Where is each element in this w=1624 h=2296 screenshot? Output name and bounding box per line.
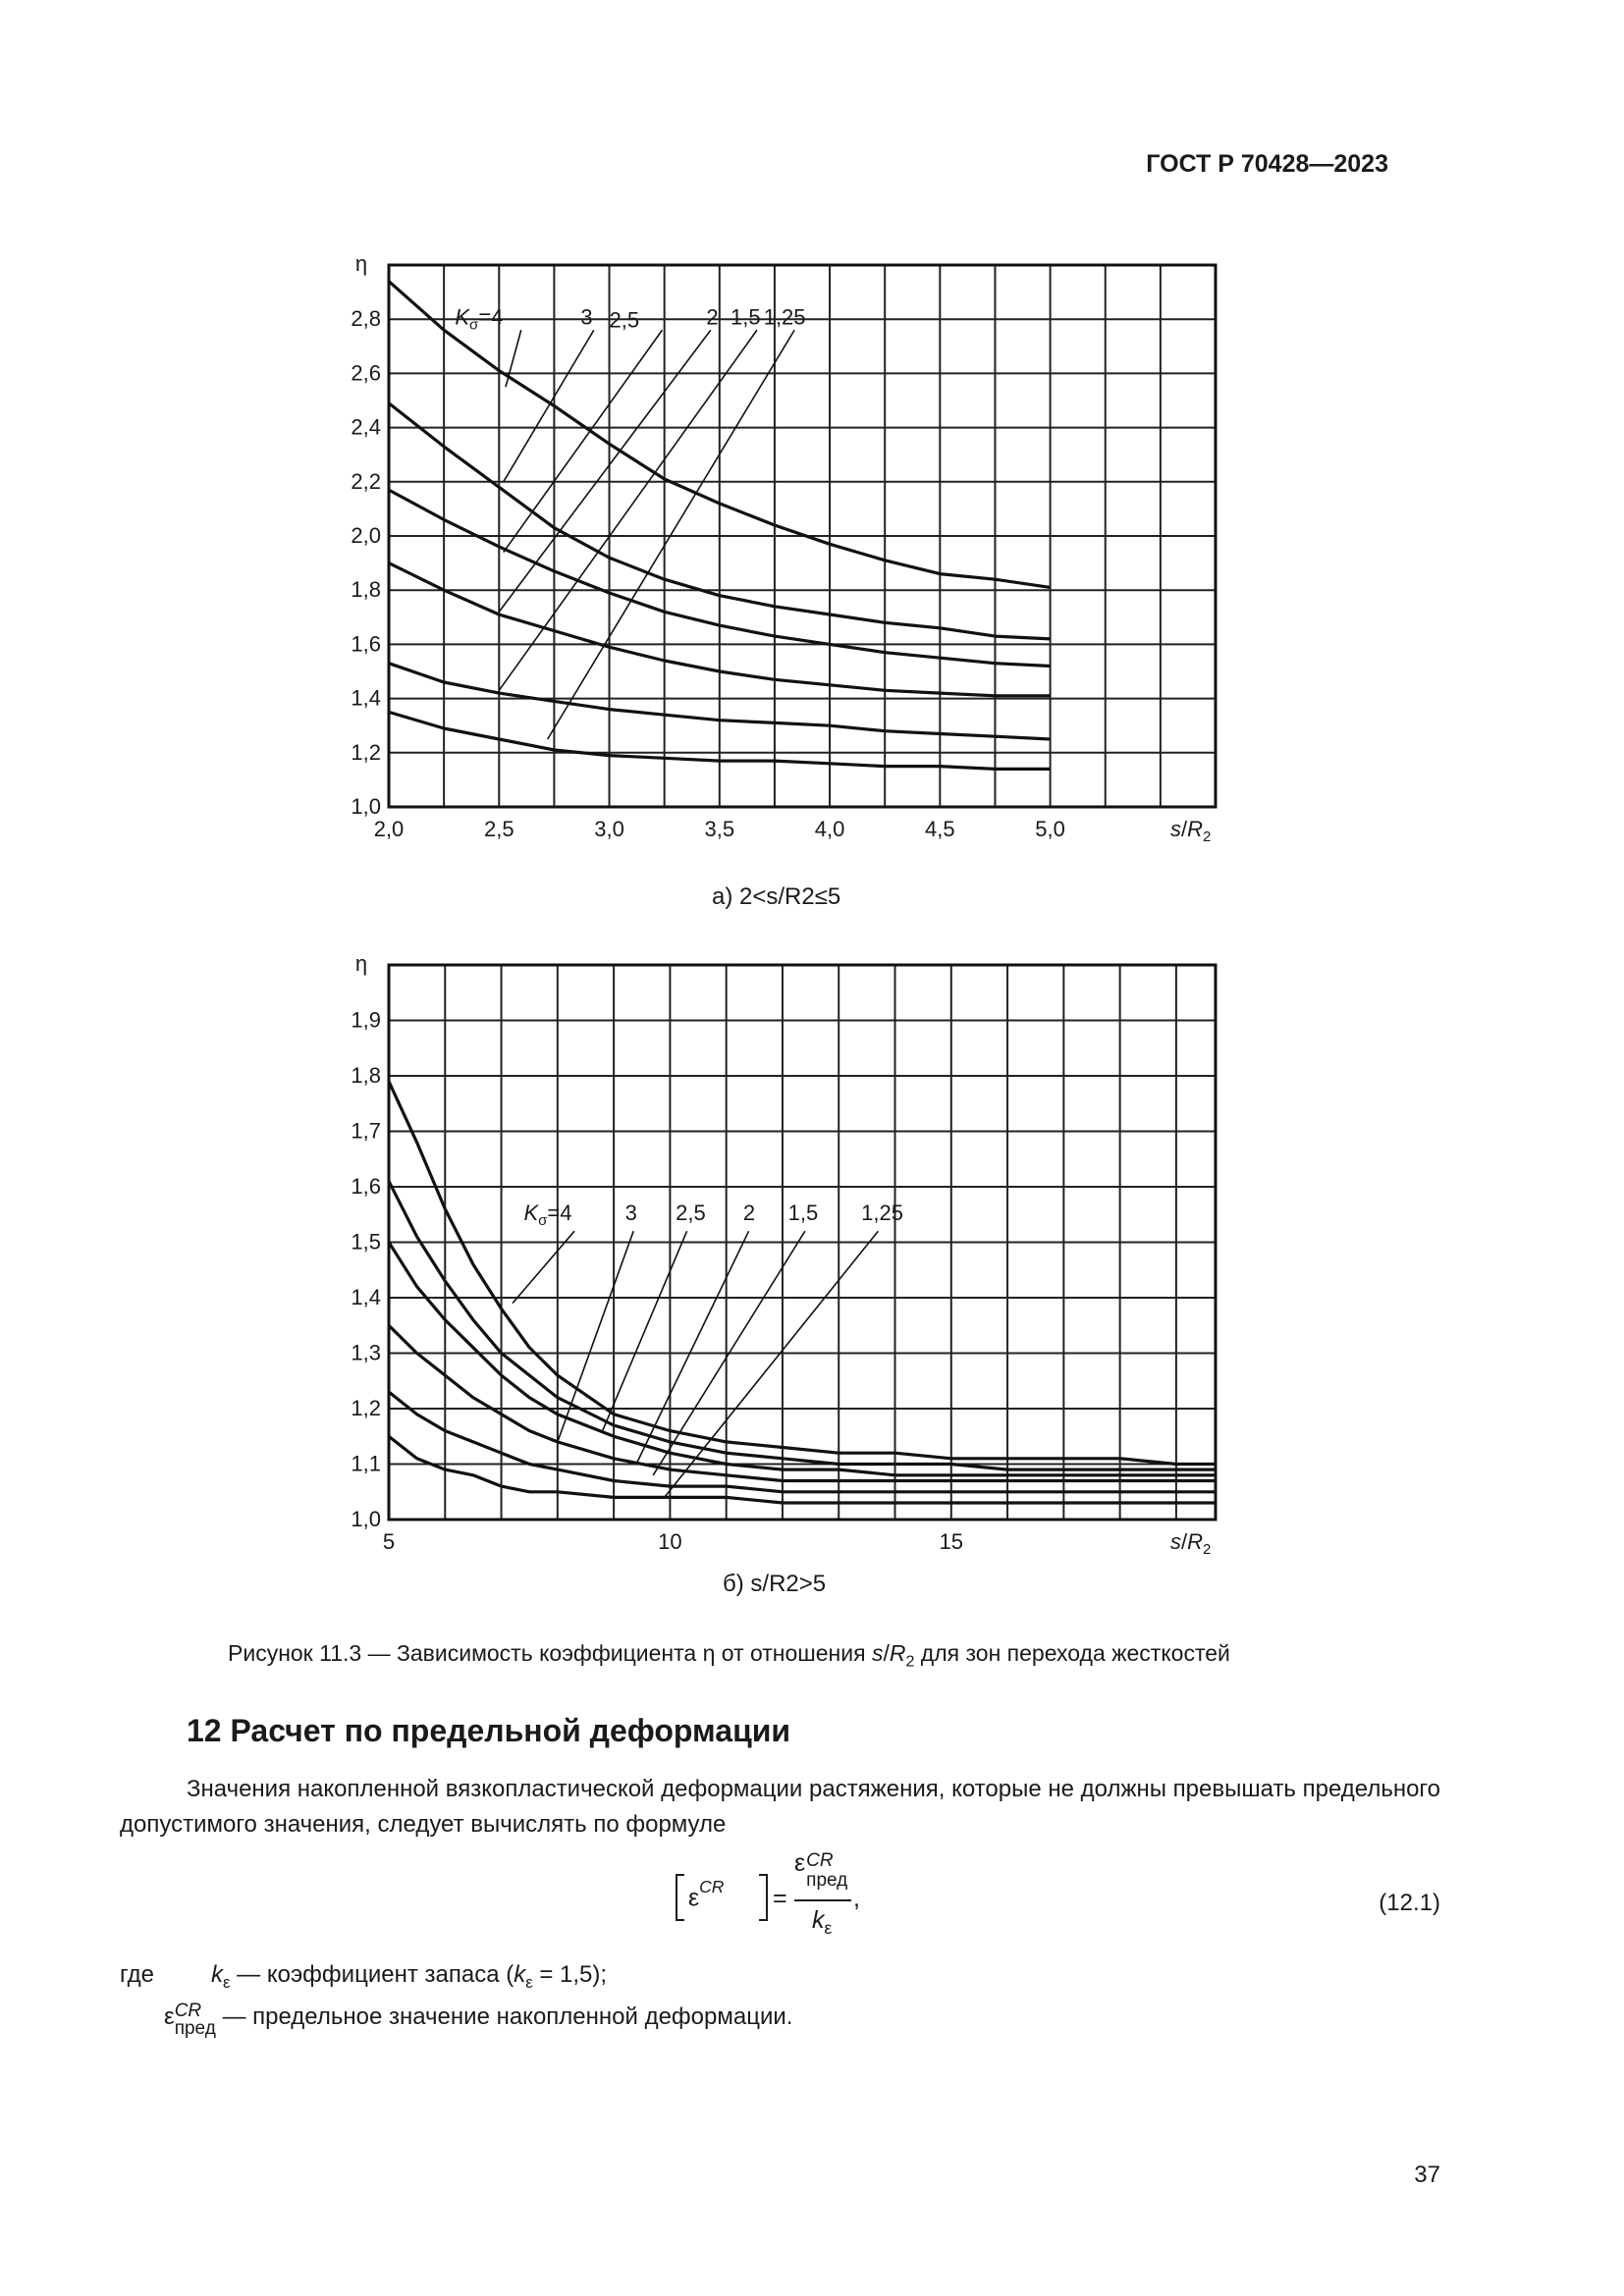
leader-b-2 bbox=[603, 1231, 687, 1430]
xtick-a-1: 2,5 bbox=[483, 817, 514, 841]
body-paragraph: Значения накопленной вязкопластической деформации растяжения, которые не должны превышать предельного допустимого значения, следует вычислять по формуле bbox=[120, 1776, 1441, 1838]
page-number: 37 bbox=[1414, 2162, 1440, 2188]
leader-b-1 bbox=[558, 1231, 633, 1442]
figure-caption-var-s: s bbox=[871, 1640, 884, 1666]
formula-den-sub: ε bbox=[824, 1918, 833, 1938]
ytick-b-5: 1,5 bbox=[351, 1229, 381, 1255]
formula-left-bracket bbox=[677, 1875, 684, 1920]
ytick-a-4: 1,8 bbox=[351, 577, 381, 603]
xtick-b-2: 15 bbox=[939, 1529, 964, 1554]
equation-number: (12.1) bbox=[1379, 1890, 1440, 1916]
where-eps-sup: CR bbox=[174, 2001, 202, 2021]
leader-a-1 bbox=[504, 330, 594, 482]
ytick-b-1: 1,1 bbox=[351, 1451, 381, 1476]
xtick-a-6: 5,0 bbox=[1035, 817, 1065, 841]
x-axis-label-b: $s/R_2$ bbox=[1170, 1529, 1212, 1558]
ytick-b-8: 1,8 bbox=[351, 1063, 381, 1088]
series-label-a-3: 2 bbox=[706, 304, 719, 330]
ytick-a-7: 2,4 bbox=[351, 414, 381, 440]
ytick-b-4: 1,4 bbox=[351, 1285, 381, 1309]
series-label-a-5: 1,25 bbox=[763, 304, 806, 330]
chart-b-group bbox=[351, 951, 1216, 1558]
leader-a-3 bbox=[499, 330, 711, 612]
series-label-b-4: 1,5 bbox=[787, 1200, 819, 1225]
section-title-text: Расчет по предельной деформации bbox=[230, 1713, 791, 1748]
where-k-line bbox=[211, 1961, 607, 1993]
series-label-a-1: 3 bbox=[580, 304, 593, 330]
series-label-b-0: $K_\sigma=4$ bbox=[523, 1200, 572, 1229]
formula-equals: = bbox=[773, 1885, 787, 1912]
series-label-a-0: $K_\sigma=4$ bbox=[455, 304, 504, 334]
section-number: 12 bbox=[187, 1713, 222, 1748]
ytick-b-6: 1,6 bbox=[351, 1174, 381, 1199]
figure-caption bbox=[228, 1640, 1230, 1672]
formula-den-symbol: k bbox=[812, 1906, 825, 1934]
chart-a-caption bbox=[712, 883, 840, 911]
leader-a-4 bbox=[499, 330, 757, 690]
formula-right-bracket bbox=[759, 1875, 767, 1920]
xtick-b-1: 10 bbox=[658, 1529, 682, 1554]
where-k-symbol: k bbox=[211, 1961, 223, 1988]
figure-caption-suffix: для зон перехода жесткостей bbox=[914, 1640, 1230, 1666]
series-label-b-1: 3 bbox=[624, 1200, 637, 1225]
x-axis-label-a: $s/R_2$ bbox=[1170, 817, 1212, 845]
formula-num-sub: пред bbox=[806, 1870, 848, 1891]
ytick-b-9: 1,9 bbox=[351, 1007, 381, 1033]
where-eps-sub: пред bbox=[174, 2018, 216, 2039]
series-b-4 bbox=[389, 1392, 1216, 1492]
ytick-b-3: 1,3 bbox=[351, 1340, 381, 1365]
where-eps-line bbox=[164, 2002, 792, 2038]
formula-lhs-sup: CR bbox=[699, 1877, 725, 1896]
where-k-sub-2: ε bbox=[525, 1972, 533, 1992]
chart-b-caption-text: б) s/R2>5 bbox=[723, 1571, 827, 1597]
where-eps-desc: — предельное значение накопленной деформации. bbox=[215, 2003, 793, 2030]
formula-denominator bbox=[812, 1906, 832, 1939]
figure-caption-slash: / bbox=[883, 1640, 890, 1666]
xtick-a-0: 2,0 bbox=[373, 817, 405, 841]
series-label-b-2: 2,5 bbox=[676, 1200, 706, 1225]
ytick-a-0: 1,0 bbox=[351, 794, 381, 819]
where-k-value: = 1,5); bbox=[532, 1961, 608, 1988]
ytick-a-5: 2,0 bbox=[351, 523, 381, 548]
standard-number: ГОСТ Р 70428—2023 bbox=[1146, 150, 1388, 178]
ytick-a-2: 1,4 bbox=[351, 685, 381, 711]
formula-lhs-symbol: ε bbox=[688, 1884, 700, 1912]
y-axis-label-b: η bbox=[354, 951, 368, 976]
series-b-2 bbox=[389, 1243, 1216, 1475]
where-eps-symbol: ε bbox=[164, 2003, 175, 2030]
formula-lhs bbox=[688, 1877, 725, 1912]
xtick-a-3: 3,5 bbox=[704, 817, 735, 841]
formula-num-sup: CR bbox=[806, 1850, 834, 1871]
ytick-a-1: 1,2 bbox=[351, 739, 381, 765]
chart-b-caption bbox=[723, 1571, 826, 1598]
figure-caption-sub: 2 bbox=[905, 1652, 915, 1671]
formula-comma: , bbox=[853, 1885, 860, 1912]
series-label-a-4: 1,5 bbox=[731, 304, 761, 330]
where-word: где bbox=[120, 1961, 155, 1988]
xtick-a-4: 4,0 bbox=[814, 817, 845, 841]
chart-a-group bbox=[351, 251, 1216, 845]
series-label-a-2: 2,5 bbox=[609, 307, 640, 333]
formula-num-symbol: ε bbox=[794, 1849, 806, 1877]
section-title bbox=[187, 1713, 790, 1749]
where-k-sub: ε bbox=[223, 1972, 231, 1992]
series-label-b-5: 1,25 bbox=[861, 1200, 903, 1225]
ytick-a-6: 2,2 bbox=[351, 468, 381, 494]
ytick-b-7: 1,7 bbox=[351, 1118, 381, 1144]
formula-numerator bbox=[794, 1851, 847, 1891]
figure-caption-var-r: R bbox=[889, 1640, 906, 1666]
y-axis-label-a: η bbox=[354, 251, 368, 276]
ytick-a-9: 2,8 bbox=[351, 306, 381, 332]
where-k-symbol-2: k bbox=[514, 1961, 526, 1988]
ytick-a-8: 2,6 bbox=[351, 360, 381, 386]
chart-a-caption-text: а) 2<s/R2≤5 bbox=[712, 883, 841, 910]
series-b-0 bbox=[389, 1082, 1216, 1465]
xtick-a-5: 4,5 bbox=[925, 817, 955, 841]
ytick-b-2: 1,2 bbox=[351, 1396, 381, 1420]
xtick-b-0: 5 bbox=[382, 1529, 396, 1554]
figure-caption-prefix: Рисунок 11.3 — Зависимость коэффициента η от отношения bbox=[228, 1640, 872, 1666]
series-label-b-3: 2 bbox=[742, 1200, 756, 1225]
where-k-dash: — коэффициент запаса ( bbox=[230, 1961, 514, 1988]
ytick-b-0: 1,0 bbox=[351, 1507, 381, 1531]
ytick-a-3: 1,6 bbox=[351, 631, 381, 657]
xtick-a-2: 3,0 bbox=[594, 817, 624, 841]
